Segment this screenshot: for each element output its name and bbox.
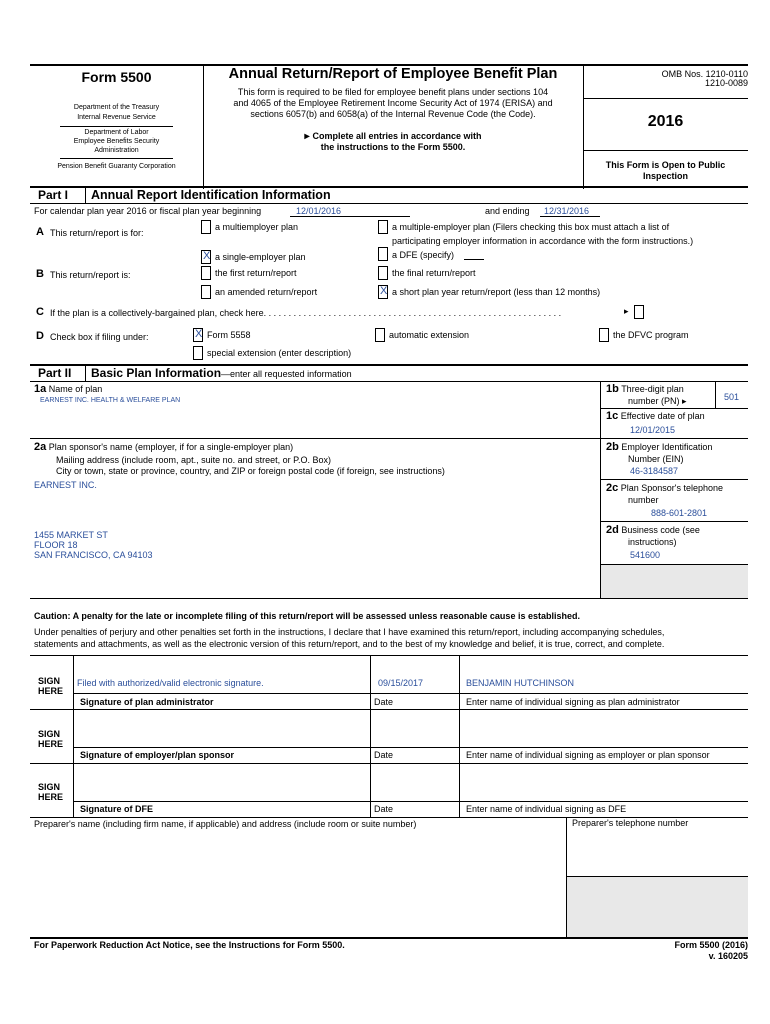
single-employer-label: a single-employer plan <box>215 252 306 262</box>
admin-name-value[interactable]: BENJAMIN HUTCHINSON <box>466 678 575 688</box>
line-2c-label: Plan Sponsor's telephone <box>620 483 724 493</box>
business-code-value[interactable]: 541600 <box>630 550 661 560</box>
caution-text: Caution: A penalty for the late or incomplete filing of this return/report will be assessed unless reasonable cause is established. <box>34 611 580 621</box>
form-5558-checkbox[interactable] <box>193 328 203 342</box>
sig-sponsor-label: Signature of employer/plan sponsor <box>80 750 235 760</box>
sponsor-name-value[interactable]: EARNEST INC. <box>34 480 97 490</box>
multiple-employer-checkbox[interactable] <box>378 220 388 234</box>
dfvc-label: the DFVC program <box>613 330 689 340</box>
line-2c-num: 2c <box>606 482 619 494</box>
line-2b-num: 2b <box>606 441 619 453</box>
short-plan-year-label: a short plan year return/report (less than 12 months) <box>392 287 601 297</box>
line-1c-label: Effective date of plan <box>620 411 705 421</box>
line-2a-label-3: City or town, state or province, country, and ZIP or foreign postal code (if foreign, see instructions) <box>56 466 445 476</box>
line-1a-label: Name of plan <box>48 384 103 394</box>
form-desc-3: sections 6057(b) and 6058(a) of the Internal Revenue Code (the Code). <box>250 109 536 119</box>
dfvc-checkbox[interactable] <box>599 328 609 342</box>
footer-notice: For Paperwork Reduction Act Notice, see the Instructions for Form 5500. <box>34 940 345 950</box>
single-employer-checkbox[interactable] <box>201 250 211 264</box>
line-2b-label-2: Number (EIN) <box>628 454 684 464</box>
address-line-3[interactable]: SAN FRANCISCO, CA 94103 <box>34 550 153 560</box>
line-2c-label-2: number <box>628 495 659 505</box>
line-c-letter: C <box>36 306 44 318</box>
special-extension-label: special extension (enter description) <box>207 348 352 358</box>
plan-year-end[interactable]: 12/31/2016 <box>544 206 590 216</box>
amended-return-checkbox[interactable] <box>201 285 211 299</box>
electronic-signature-value[interactable]: Filed with authorized/valid electronic signature. <box>77 678 264 688</box>
line-1c-num: 1c <box>606 410 619 422</box>
dept-ebsa: Employee Benefits Security <box>73 138 160 145</box>
perjury-text-2: statements and attachments, as well as the electronic version of this return/report, and to the best of my knowledge and belief, it is true, correct, and complete. <box>34 639 665 649</box>
address-line-1[interactable]: 1455 MARKET ST <box>34 530 108 540</box>
line-2b-label: Employer Identification <box>621 442 713 452</box>
sig-admin-label: Signature of plan administrator <box>80 697 214 707</box>
part-2-title: Basic Plan Information <box>91 366 222 380</box>
multiple-employer-label-2: participating employer information in accordance with the form instructions.) <box>392 236 694 246</box>
preparer-phone-label: Preparer's telephone number <box>572 818 689 828</box>
amended-return-label: an amended return/report <box>215 287 318 297</box>
form-title: Annual Return/Report of Employee Benefit Plan <box>228 66 558 82</box>
final-return-checkbox[interactable] <box>378 266 388 280</box>
multiemployer-checkbox[interactable] <box>201 220 211 234</box>
preparer-name-label: Preparer's name (including firm name, if applicable) and address (include room or suite number) <box>34 819 417 829</box>
dept-labor: Department of Labor <box>84 129 149 136</box>
date-label-3: Date <box>374 804 394 814</box>
sig-dfe-label: Signature of DFE <box>80 804 154 814</box>
line-2a-num: 2a <box>34 441 47 453</box>
perjury-text-1: Under penalties of perjury and other penalties set forth in the instructions, I declare that I have examined this return/report, including accompanying schedules, <box>34 627 665 637</box>
name-admin-label: Enter name of individual signing as plan administrator <box>466 697 680 707</box>
date-label-2: Date <box>374 750 394 760</box>
here-label-3: HERE <box>38 792 64 802</box>
line-d-label: Check box if filing under: <box>50 332 149 342</box>
form-5558-label: Form 5558 <box>207 330 251 340</box>
part-1-label: Part I <box>38 188 69 202</box>
line-a-letter: A <box>36 226 44 238</box>
sign-label-1: SIGN <box>38 676 61 686</box>
automatic-extension-checkbox[interactable] <box>375 328 385 342</box>
instructions-line-1: Complete all entries in accordance with <box>312 131 482 141</box>
footer-form-id: Form 5500 (2016) <box>674 940 748 950</box>
form-year: 2016 <box>647 113 684 130</box>
shaded-area-2 <box>567 877 748 937</box>
dept-irs: Internal Revenue Service <box>77 114 156 121</box>
shaded-area <box>601 565 748 598</box>
phone-value[interactable]: 888-601-2801 <box>651 508 708 518</box>
and-ending-label: and ending <box>485 206 530 216</box>
here-label-1: HERE <box>38 686 64 696</box>
line-1a-num: 1a <box>34 383 47 395</box>
line-d-letter: D <box>36 330 44 342</box>
short-plan-year-checkbox[interactable] <box>378 285 388 299</box>
line-2a-label: Plan sponsor's name (employer, if for a single-employer plan) <box>48 442 294 452</box>
dept-admin: Administration <box>94 147 139 154</box>
sign-label-2: SIGN <box>38 729 61 739</box>
line-1b-label: Three-digit plan <box>621 384 684 394</box>
dfe-checkbox[interactable] <box>378 247 388 261</box>
name-dfe-label: Enter name of individual signing as DFE <box>466 804 627 814</box>
first-return-checkbox[interactable] <box>201 266 211 280</box>
line-c-label: If the plan is a collectively-bargained plan, check here. . . . . . . . . . . . . . . . . . . . . . . . . . . . . . . . . . . . . . . . . . . . . . . . . . . . . . . . . . . . <box>50 308 562 318</box>
dept-pbgc: Pension Benefit Guaranty Corporation <box>57 163 176 170</box>
line-b-letter: B <box>36 268 44 280</box>
dept-treasury: Department of the Treasury <box>73 104 160 111</box>
line-1b-label-2: number (PN) <box>628 396 680 406</box>
collectively-bargained-checkbox[interactable] <box>634 305 644 319</box>
line-2d-label: Business code (see <box>621 525 700 535</box>
final-return-label: the final return/report <box>392 268 476 278</box>
form-desc-2: and 4065 of the Employee Retirement Income Security Act of 1974 (ERISA) and <box>233 98 553 108</box>
form-name: Form 5500 <box>81 69 152 85</box>
public-inspection-2: Inspection <box>642 171 688 181</box>
omb-number-2: 1210-0089 <box>704 78 748 88</box>
multiple-employer-label: a multiple-employer plan (Filers checking this box must attach a list of <box>392 222 670 232</box>
omb-number: OMB Nos. 1210-0110 <box>661 69 748 79</box>
public-inspection-1: This Form is Open to Public <box>605 160 726 170</box>
plan-number-value[interactable]: 501 <box>723 392 740 402</box>
address-line-2[interactable]: FLOOR 18 <box>34 540 78 550</box>
first-return-label: the first return/report <box>215 268 297 278</box>
multiemployer-label: a multiemployer plan <box>215 222 299 232</box>
part-2-subtitle: —enter all requested information <box>221 369 352 379</box>
line-2d-label-2: instructions) <box>628 537 677 547</box>
admin-date-value[interactable]: 09/15/2017 <box>378 678 424 688</box>
form-desc-1: This form is required to be filed for employee benefit plans under sections 104 <box>237 87 549 97</box>
sign-label-3: SIGN <box>38 782 61 792</box>
calendar-year-label: For calendar plan year 2016 or fiscal plan year beginning <box>34 206 262 216</box>
plan-year-begin[interactable]: 12/01/2016 <box>296 206 342 216</box>
here-label-2: HERE <box>38 739 64 749</box>
automatic-extension-label: automatic extension <box>389 330 470 340</box>
dfe-label: a DFE (specify) <box>392 250 455 260</box>
line-b-label: This return/report is: <box>50 270 131 280</box>
footer-version: v. 160205 <box>708 951 748 961</box>
arrow-icon: ▸ <box>624 306 629 316</box>
line-a-label: This return/report is for: <box>50 228 144 238</box>
part-2-label: Part II <box>38 366 72 380</box>
special-extension-checkbox[interactable] <box>193 346 203 360</box>
line-1b-num: 1b <box>606 383 619 395</box>
part-1-title: Annual Report Identification Information <box>91 188 331 202</box>
line-2d-num: 2d <box>606 524 619 536</box>
line-2a-label-2: Mailing address (include room, apt., suite no. and street, or P.O. Box) <box>56 455 331 465</box>
name-sponsor-label: Enter name of individual signing as employer or plan sponsor <box>466 750 710 760</box>
ein-value[interactable]: 46-3184587 <box>630 466 679 476</box>
arrow-icon: ▸ <box>682 396 687 406</box>
date-label-1: Date <box>374 697 394 707</box>
effective-date-value[interactable]: 12/01/2015 <box>630 425 676 435</box>
plan-name-value[interactable]: EARNEST INC. HEALTH & WELFARE PLAN <box>40 397 181 404</box>
instructions-line-2: the instructions to the Form 5500. <box>320 142 466 152</box>
